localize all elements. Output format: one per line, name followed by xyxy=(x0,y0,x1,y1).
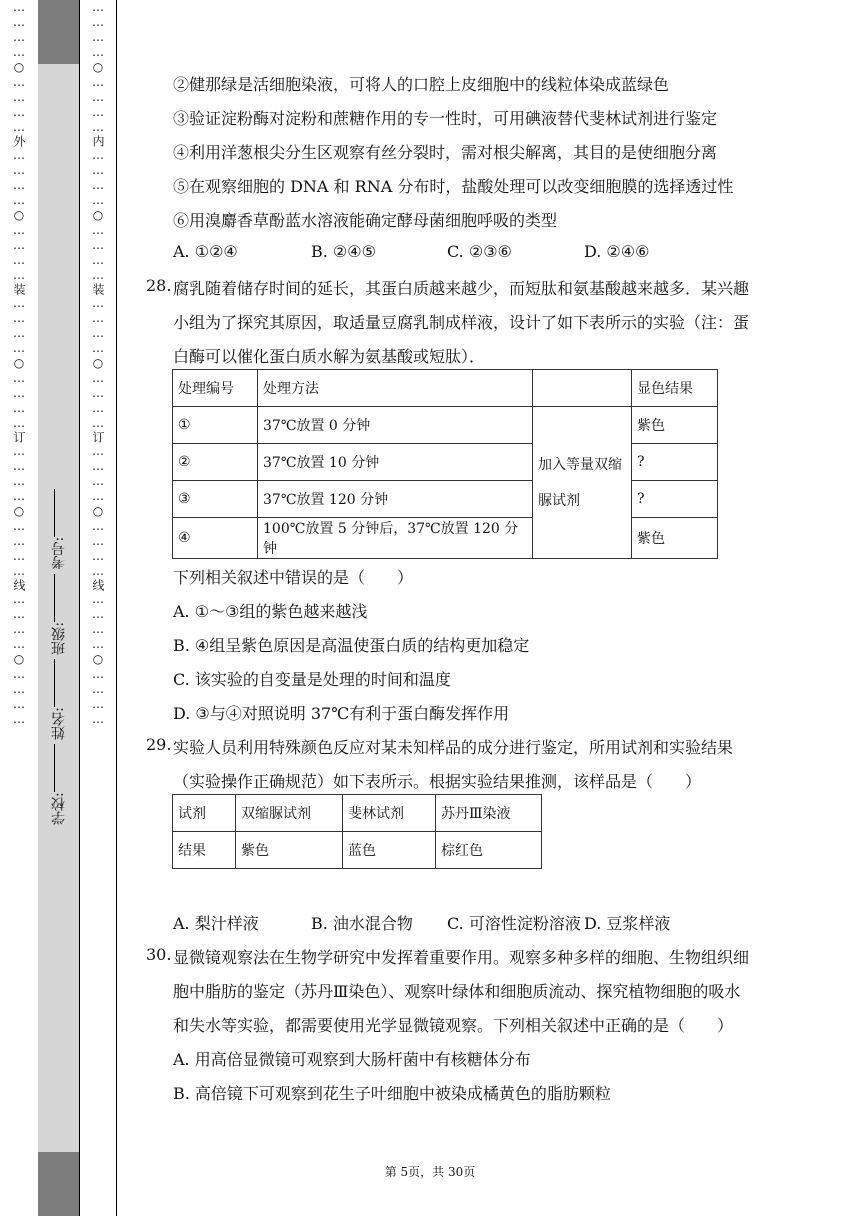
q27-item-4: ④利用洋葱根尖分生区观察有丝分裂时，需对根尖解离，其目的是使细胞分离 xyxy=(173,143,718,162)
table-cell: 双缩脲试剂 xyxy=(236,795,343,832)
q27-option-a: A. ①②④ xyxy=(173,242,238,261)
binding-strip-top xyxy=(38,0,79,64)
merged-cell-line-2: 脲试剂 xyxy=(538,492,580,509)
table-cell: 紫色 xyxy=(236,832,343,869)
inner-binding-text: …………○…………内…………○…………装…………○…………订…………○…………线…………○………… xyxy=(91,0,105,727)
table-row xyxy=(173,407,718,444)
table-row xyxy=(173,795,542,832)
table-row xyxy=(173,481,718,518)
q28-number: 28. xyxy=(146,276,172,295)
q29-option-d: D. 豆浆样液 xyxy=(584,914,671,933)
table-header: 处理方法 xyxy=(258,370,533,407)
inner-binding-line-right xyxy=(116,0,117,1216)
table-cell: 斐林试剂 xyxy=(343,795,436,832)
q27-item-2: ②健那绿是活细胞染液，可将人的口腔上皮细胞中的线粒体染成蓝绿色 xyxy=(173,75,670,94)
q30-option-b: B. 高倍镜下可观察到花生子叶细胞中被染成橘黄色的脂肪颗粒 xyxy=(173,1084,611,1103)
table-cell: 37℃放置 0 分钟 xyxy=(258,407,533,444)
q28-stem-line-3: 白酶可以催化蛋白质水解为氨基酸或短肽）． xyxy=(173,347,486,366)
table-cell: 紫色 xyxy=(632,518,718,559)
q27-option-b: B. ②④⑤ xyxy=(311,242,376,261)
q28-stem-line-1: 腐乳随着储存时间的延长，其蛋白质越来越少，而短肽和氨基酸越来越多．某兴趣 xyxy=(173,279,750,298)
q30-stem-line-1: 显微镜观察法在生物学研究中发挥着重要作用。观察多种多样的细胞、生物组织细 xyxy=(173,948,750,967)
q28-prompt: 下列相关叙述中错误的是（ ） xyxy=(173,568,414,587)
q30-stem-line-3: 和失水等实验，都需要使用光学显微镜观察。下列相关叙述中正确的是（ ） xyxy=(173,1016,734,1035)
q27-item-6: ⑥用溴麝香草酚蓝水溶液能确定酵母菌细胞呼吸的类型 xyxy=(173,211,558,230)
school-blank[interactable] xyxy=(55,744,56,792)
table-header xyxy=(533,370,632,407)
q28-option-a: A. ①～③组的紫色越来越浅 xyxy=(173,602,368,621)
merged-reagent-cell xyxy=(533,407,632,559)
student-info-fields xyxy=(44,395,74,825)
q29-option-c: C. 可溶性淀粉溶液 xyxy=(447,914,581,933)
q28-stem-line-2: 小组为了探究其原因，取适量豆腐乳制成样液，设计了如下表所示的实验（注：蛋 xyxy=(173,313,750,332)
q28-option-c: C. 该实验的自变量是处理的时间和温度 xyxy=(173,670,451,689)
table-cell: 100℃放置 5 分钟后，37℃放置 120 分钟 xyxy=(258,518,533,559)
table-cell: 棕红色 xyxy=(436,832,542,869)
q27-item-3: ③验证淀粉酶对淀粉和蔗糖作用的专一性时，可用碘液替代斐林试剂进行鉴定 xyxy=(173,109,718,128)
q29-number: 29. xyxy=(146,735,172,754)
q28-table xyxy=(172,369,718,559)
q30-number: 30. xyxy=(146,945,172,964)
q29-stem-line-1: 实验人员利用特殊颜色反应对某未知样品的成分进行鉴定，所用试剂和实验结果 xyxy=(173,738,734,757)
q29-stem-line-2: （实验操作正确规范）如下表所示。根据实验结果推测，该样品是（ ） xyxy=(173,772,702,791)
table-cell: 苏丹Ⅲ染液 xyxy=(436,795,542,832)
q28-option-d: D. ③与④对照说明 37℃有利于蛋白酶发挥作用 xyxy=(173,704,510,723)
class-blank[interactable] xyxy=(55,574,56,622)
table-cell: ? xyxy=(632,444,718,481)
table-cell: ③ xyxy=(173,481,258,518)
exam-no-blank[interactable] xyxy=(55,489,56,537)
table-cell: 紫色 xyxy=(632,407,718,444)
table-header: 处理编号 xyxy=(173,370,258,407)
table-cell: ? xyxy=(632,481,718,518)
q27-option-c: C. ②③⑥ xyxy=(447,242,512,261)
table-cell: 蓝色 xyxy=(343,832,436,869)
q27-item-5: ⑤在观察细胞的 DNA 和 RNA 分布时，盐酸处理可以改变细胞膜的选择透过性 xyxy=(173,177,734,196)
q30-option-a: A. 用高倍显微镜可观察到大肠杆菌中有核糖体分布 xyxy=(173,1050,531,1069)
table-row xyxy=(173,832,542,869)
table-cell: ④ xyxy=(173,518,258,559)
name-label: 姓名: xyxy=(51,707,67,740)
q29-option-a: A. 梨汁样液 xyxy=(173,914,259,933)
merged-cell-line-1: 加入等量双缩 xyxy=(538,456,622,473)
q27-option-d: D. ②④⑥ xyxy=(584,242,650,261)
q28-option-b: B. ④组呈紫色原因是高温使蛋白质的结构更加稳定 xyxy=(173,636,530,655)
school-label: 学校: xyxy=(51,792,67,825)
exam-no-label: 考号: xyxy=(51,536,67,570)
q29-option-b: B. 油水混合物 xyxy=(311,914,413,933)
q30-stem-line-2: 胞中脂肪的鉴定（苏丹Ⅲ染色）、观察叶绿体和细胞质流动、探究植物细胞的吸水 xyxy=(173,982,741,1001)
inner-binding-line xyxy=(79,0,80,1216)
table-cell: ② xyxy=(173,444,258,481)
table-row xyxy=(173,370,718,407)
q29-table xyxy=(172,794,542,869)
table-cell: 结果 xyxy=(173,832,236,869)
table-cell: 37℃放置 10 分钟 xyxy=(258,444,533,481)
table-row xyxy=(173,444,718,481)
table-cell: 37℃放置 120 分钟 xyxy=(258,481,533,518)
table-header: 显色结果 xyxy=(632,370,718,407)
name-blank[interactable] xyxy=(55,659,56,707)
class-label: 班级: xyxy=(51,621,67,655)
table-row xyxy=(173,518,718,559)
table-cell: ① xyxy=(173,407,258,444)
outer-binding-text: …………○…………外…………○…………装…………○…………订…………○…………线…………○………… xyxy=(12,0,26,727)
binding-strip-bottom xyxy=(38,1152,79,1216)
table-cell: 试剂 xyxy=(173,795,236,832)
page-footer: 第 5页，共 30页 xyxy=(384,1165,476,1179)
